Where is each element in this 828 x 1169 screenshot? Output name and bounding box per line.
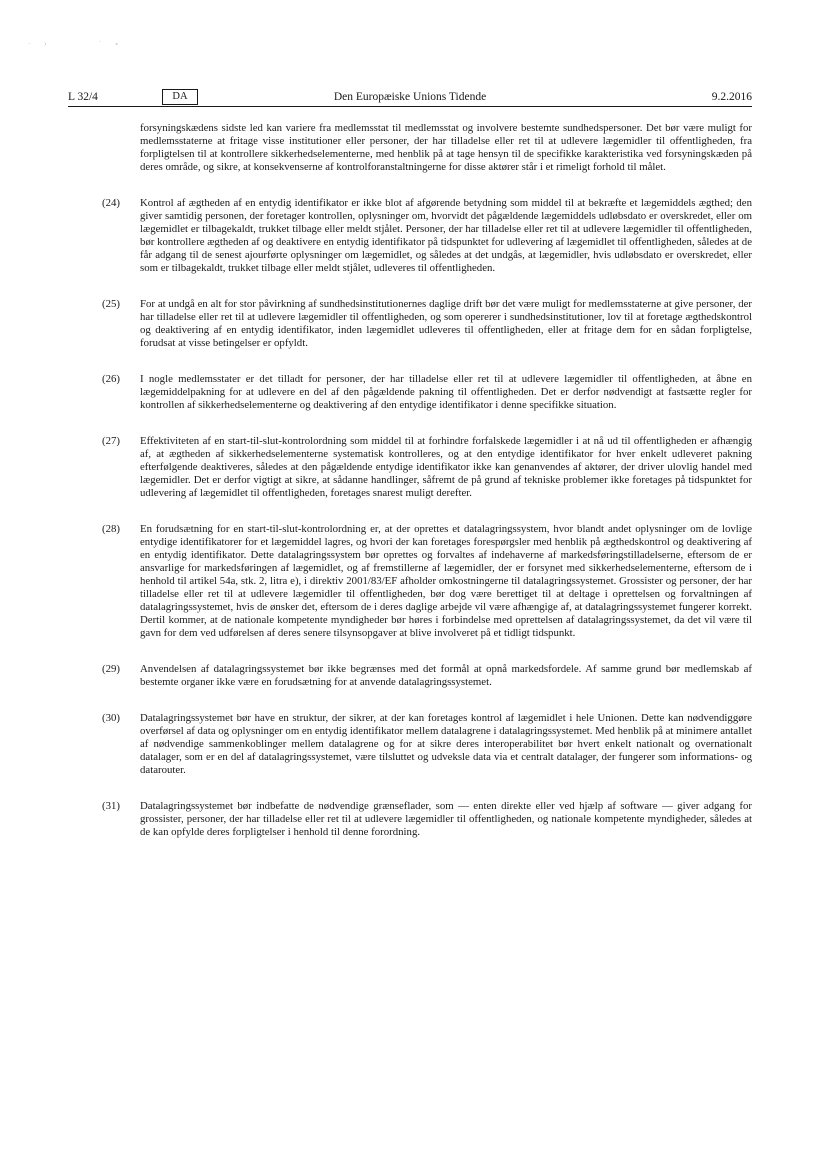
paragraph-text: Datalagringssystemet bør have en struktur, der sikrer, at der kan foretages kontrol af lægemidlet i hele Unionen. Dette kan nødvendiggøre overførsel af data og oplysninger om en entydig identifikator mellem datalagrene i datalagringssystemet. Med henblik på at minimere antallet af nødvendige sammenkoblinger mellem datalagrene og for at sikre deres interoperabilitet bør hvert enkelt nationalt og overnationalt datalager, som er en del af datalagringssystemet, være tilsluttet og udveksle data via et centralt datalager, der fungerer som informations- og datarouter. — [140, 712, 752, 776]
paragraph-text: Effektiviteten af en start-til-slut-kontrolordning som middel til at forhindre forfalskede lægemidler i at nå ud til offentligheden er afhængig af, at ægtheden af sikkerhedselementerne systematisk kontrolleres, og at den entydige identifikator for hver enkelt udleveret pakning efterfølgende deaktiveres, således at den pågældende entydige identifikator ikke kan genanvendes af aktører, der driver ulovlig handel med lægemidler. Det er derfor vigtigt at sikre, at sådanne handlinger, såfremt de på grund af tekniske problemer ikke foretages på tidspunktet for udlevering af lægemidlet til offentligheden, foretages snarest muligt derefter. — [140, 435, 752, 499]
page-header — [68, 88, 752, 106]
paragraph-number: (27) — [102, 435, 120, 447]
paragraph-number: (28) — [102, 523, 120, 535]
paragraph-number: (30) — [102, 712, 120, 724]
paragraph-text: Anvendelsen af datalagringssystemet bør ikke begrænses med det formål at opnå markedsfordele. Af samme grund bør medlemskab af bestemte organer ikke være en forudsætning for at anvende datalagringssystemet. — [140, 663, 752, 688]
recital-24 — [68, 197, 752, 275]
paragraph-text: For at undgå en alt for stor påvirkning af sundhedsinstitutionernes daglige drift bør det være muligt for medlemsstaterne at give personer, der har tilladelse eller ret til at udlevere lægemidler til offentligheden, og som opererer i sundhedsinstitutioner, lov til at foretage ægthedskontrol og deaktivering af en entydig identifikator, inden lægemidlet udleveres til offentligheden, eller at fritage dem for en sådan forpligtelse, forudsat at visse betingelser er opfyldt. — [140, 298, 752, 349]
paragraph-number: (29) — [102, 663, 120, 675]
paragraph-text: Kontrol af ægtheden af en entydig identifikator er ikke blot af afgørende betydning som middel til at bekræfte et lægemiddels ægthed; den giver samtidig personen, der foretager kontrollen, oplysninger om, hvorvidt det pågældende lægemiddels udløbsdato er overskredet, eller om lægemidlet er tilbagekaldt, trukket tilbage eller meldt stjålet. Personer, der har tilladelse eller ret til at udlevere lægemidler til offentligheden, bør kontrollere ægtheden af og deaktivere en entydig identifikator på tidspunktet for udlevering af lægemidlet til offentligheden, således at de får adgang til de senest ajourførte oplysninger om lægemidlet, og således at det undgås, at lægemidler, hvis udløbsdato er overskredet, eller som er tilbagekaldt, trukket tilbage eller meldt stjålet, udleveres til offentligheden. — [140, 197, 752, 274]
paragraph-text: En forudsætning for en start-til-slut-kontrolordning er, at der oprettes et datalagringssystem, hvor blandt andet oplysninger om de lovlige entydige identifikatorer for et lægemiddel lagres, og hvori der kan foretages forespørgsler med henblik på ægthedskontrol og deaktivering af en entydig identifikator. Dette datalagringssystem bør oprettes og forvaltes af indehaverne af markedsføringstilladelserne, eftersom de er ansvarlige for markedsføringen af lægemidlet, og af fremstillerne af lægemidler, der er forsynet med sikkerhedselementerne, eftersom de i henhold til artikel 54a, stk. 2, litra e), i direktiv 2001/83/EF afholder omkostningerne til datalagringssystemet. Grossister og personer, der har tilladelse eller ret til at udlevere lægemidler til offentligheden, bør dog være berettiget til at deltage i oprettelsen og forvaltningen af datalagringssystemet, hvis de ønsker det, eftersom de i deres daglige arbejde vil være afhængige af, at datalagringssystemet fungerer korrekt. Dertil kommer, at de nationale kompetente myndigheder bør høres i forbindelse med oprettelsen af datalagringssystemet, da det vil være til gavn for dem ved udførelsen af deres senere tilsynsopgaver at blive involveret på et tidligt tidspunkt. — [140, 523, 752, 639]
document-body — [68, 122, 752, 839]
journal-title: Den Europæiske Unions Tidende — [333, 91, 487, 103]
recital-31 — [68, 800, 752, 839]
page-reference: L 32/4 — [68, 91, 98, 103]
header-rule — [68, 106, 752, 107]
paragraph-number: (25) — [102, 298, 120, 310]
recital-28 — [68, 523, 752, 640]
recital-27 — [68, 435, 752, 500]
paragraph-number: (31) — [102, 800, 120, 812]
paragraph-continuation — [68, 122, 752, 174]
publication-date: 9.2.2016 — [711, 91, 752, 103]
paragraph-number: (24) — [102, 197, 120, 209]
recital-26 — [68, 373, 752, 412]
scan-specks: · › ˙ ∘ — [28, 40, 125, 48]
paragraph-number: (26) — [102, 373, 120, 385]
paragraph-text: Datalagringssystemet bør indbefatte de nødvendige grænseflader, som — enten direkte eller ved hjælp af software — giver adgang for grossister, personer, der har tilladelse eller ret til at udlevere lægemidler til offentligheden, og nationale kompetente myndigheder, således at de kan opfylde deres forpligtelser i henhold til denne forordning. — [140, 800, 752, 838]
recital-30 — [68, 712, 752, 777]
recital-29 — [68, 663, 752, 689]
paragraph-text: forsyningskædens sidste led kan variere fra medlemsstat til medlemsstat og involvere bestemte sundhedspersoner. Det bør være muligt for medlemsstaterne at fritage visse institutioner eller personer, der har tilladelse eller ret til at udlevere lægemidler til offentligheden, fra forpligtelsen til at kontrollere sikkerhedselementerne, med henblik på at tage hensyn til de specifikke karakteristika ved forsyningskæden på deres område, og sikre, at konsekvenserne af kontrolforanstaltningerne for disse aktører står i et rimeligt forhold til målet. — [140, 122, 752, 173]
recital-25 — [68, 298, 752, 350]
paragraph-text: I nogle medlemsstater er det tilladt for personer, der har tilladelse eller ret til at udlevere lægemidler til offentligheden, at åbne en lægemiddelpakning for at udlevere en del af den pågældende pakning til offentligheden. Det er derfor nødvendigt at fastsætte regler for kontrollen af sikkerhedselementerne og deaktivering af den entydige identifikator i denne specifikke situation. — [140, 373, 752, 411]
language-badge: DA — [162, 89, 198, 105]
